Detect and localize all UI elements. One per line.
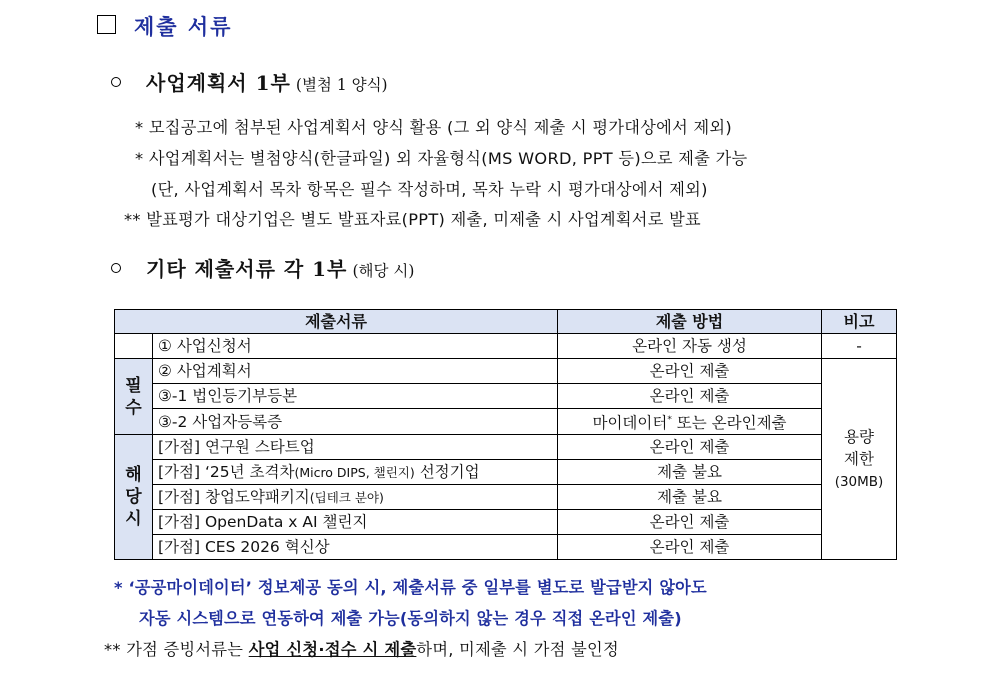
doc-cell: [가점] OpenData x AI 챌린지 [153,510,558,535]
footnote-bonus-emph: 사업 신청·접수 시 제출 [248,640,417,659]
doc-small: (Micro DIPS, 챌린지) [294,464,415,480]
method-cell: 온라인 제출 [558,435,822,460]
note-template-usage: * 모집공고에 첨부된 사업계획서 양식 활용 (그 외 양식 제출 시 평가대상에서 제외) [135,118,732,137]
footnote-mydata-line1: * ‘공공마이데이터’ 정보제공 동의 시, 제출서류 중 일부를 별도로 발급받지 않아도 [114,578,707,597]
doc-cell: ② 사업계획서 [153,359,558,384]
header-docs: 제출서류 [115,310,558,334]
doc-main: [가점] ‘25년 초격차 [158,462,295,481]
other-docs-heading [146,253,414,282]
note-toc-required: (단, 사업계획서 목차 항목은 필수 작성하며, 목차 누락 시 평가대상에서 제외) [151,180,708,199]
section-title: 제출 서류 [134,15,233,39]
header-remark: 비고 [822,310,897,334]
table-row [115,334,897,359]
table-row [115,485,897,510]
method-cell: 온라인 제출 [558,535,822,560]
group-required: 필 수 [115,359,153,435]
doc-cell: [가점] 연구원 스타트업 [153,435,558,460]
header-method: 제출 방법 [558,310,822,334]
method-rest: 또는 온라인제출 [671,414,787,433]
size-limit-cell [822,359,897,560]
note-free-format: * 사업계획서는 별첨양식(한글파일) 외 자율형식(MS WORD, PPT 등)으로 제출 가능 [135,149,748,168]
doc-cell: ③-2 사업자등록증 [153,409,558,435]
size-limit-line1: 용량 [844,427,874,446]
doc-cell: ① 사업신청서 [153,334,558,359]
method-cell: 온라인 제출 [558,384,822,409]
table-row [115,409,897,435]
note-presentation: ** 발표평가 대상기업은 별도 발표자료(PPT) 제출, 미제출 시 사업계획서로 발표 [124,210,701,229]
size-limit-line3: (30MB) [834,473,884,490]
business-plan-title: 사업계획서 1부 [146,71,291,95]
table-row [115,510,897,535]
submission-docs-table [114,309,897,560]
table-row [115,359,897,384]
table-row [115,535,897,560]
other-docs-title: 기타 제출서류 각 1부 [146,257,348,281]
circle-bullet-icon [111,77,121,87]
method-cell: 온라인 제출 [558,510,822,535]
footnote-mydata-line2: 자동 시스템으로 연동하여 제출 가능(동의하지 않는 경우 직접 온라인 제출) [139,609,682,628]
doc-cell: [가점] CES 2026 혁신상 [153,535,558,560]
size-limit-line2: 제한 [844,449,874,468]
doc-rest: 선정기업 [414,462,480,481]
table-header-row [115,310,897,334]
table-row [115,460,897,485]
blank-cell [115,334,153,359]
method-cell [558,409,822,435]
method-cell: 온라인 자동 생성 [558,334,822,359]
business-plan-suffix: (별첨 1 양식) [295,76,388,94]
doc-main: [가점] 창업도약패키지 [158,487,310,506]
method-cell: 제출 불요 [558,485,822,510]
remark-cell: - [822,334,897,359]
method-cell: 온라인 제출 [558,359,822,384]
method-cell: 제출 불요 [558,460,822,485]
business-plan-heading [146,67,388,96]
footnote-bonus-prefix: ** 가점 증빙서류는 [104,640,249,659]
group-applicable: 해 당 시 [115,435,153,560]
method-sup: * [667,415,672,425]
method-mydata: 마이데이터 [592,414,668,433]
table-row [115,384,897,409]
doc-cell [153,485,558,510]
other-docs-suffix: (해당 시) [352,262,415,280]
footnote-bonus [104,636,619,660]
table-row [115,435,897,460]
doc-cell [153,460,558,485]
doc-cell: ③-1 법인등기부등본 [153,384,558,409]
checkbox-icon [97,15,116,34]
doc-small: (딥테크 분야) [309,489,384,505]
circle-bullet-icon [111,263,121,273]
footnote-bonus-suffix: 하며, 미제출 시 가점 불인정 [416,640,619,659]
